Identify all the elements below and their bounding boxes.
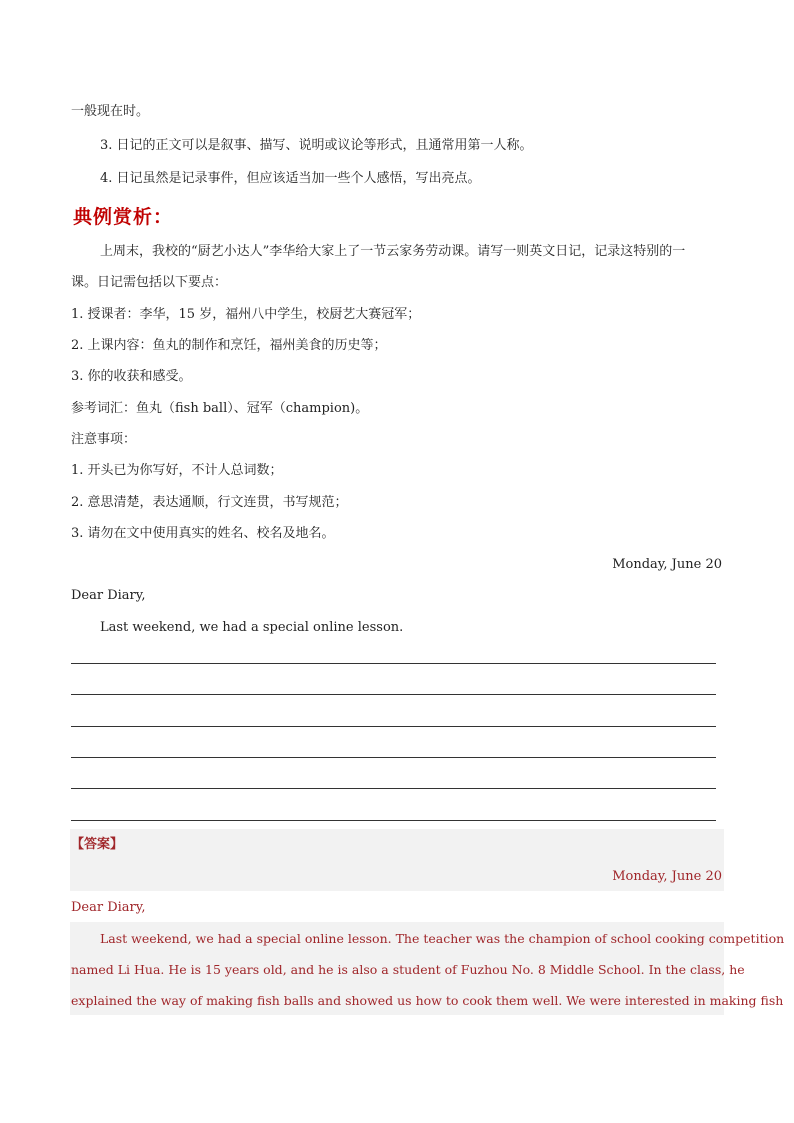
answer-greeting: Dear Diary, <box>71 900 146 915</box>
rule-4: 4. 日记虽然是记录事件，但应该适当加一些个人感悟，写出亮点。 <box>100 171 481 186</box>
intro-continuation: 一般现在时。 <box>71 104 150 119</box>
writing-line <box>71 726 716 727</box>
rule-3: 3. 日记的正文可以是叙事、描写、说明或议论等形式，且通常用第一人称。 <box>100 138 533 153</box>
prompt-paragraph-line-1: 上周末，我校的“厨艺小达人”李华给大家上了一节云家务劳动课。请写一则英文日记，记录这特别的一 <box>100 244 686 259</box>
prompt-point-1: 1. 授课者：李华，15 岁，福州八中学生，校厨艺大赛冠军； <box>71 307 421 322</box>
prompt-vocab: 参考词汇：鱼丸（fish ball）、冠军（champion)。 <box>71 401 369 416</box>
answer-line-2: named Li Hua. He is 15 years old, and he is also a student of Fuzhou No. 8 Middle School. In the class, he <box>71 962 745 977</box>
writing-line <box>71 757 716 758</box>
prompt-point-3: 3. 你的收获和感受。 <box>71 369 192 384</box>
answer-line-3: explained the way of making fish balls and showed us how to cook them well. We were interested in making fish <box>71 993 784 1008</box>
writing-line <box>71 663 716 664</box>
writing-line <box>71 694 716 695</box>
answer-date: Monday, June 20 <box>612 869 722 884</box>
prompt-notes-title: 注意事项： <box>71 432 137 447</box>
writing-line <box>71 788 716 789</box>
prompt-note-3: 3. 请勿在文中使用真实的姓名、校名及地名。 <box>71 526 335 541</box>
prompt-paragraph-line-2: 课。日记需包括以下要点： <box>71 275 228 290</box>
answer-line-1: Last weekend, we had a special online lesson. The teacher was the champion of school cooking competition <box>100 931 785 946</box>
diary-greeting: Dear Diary, <box>71 588 146 603</box>
writing-line <box>71 820 716 821</box>
diary-date: Monday, June 20 <box>612 557 722 572</box>
prompt-note-2: 2. 意思清楚，表达通顺，行文连贯，书写规范； <box>71 495 348 510</box>
answer-label: 【答案】 <box>71 837 124 852</box>
section-heading: 典例赏析： <box>73 206 174 228</box>
prompt-note-1: 1. 开头已为你写好，不计人总词数； <box>71 463 283 478</box>
prompt-point-2: 2. 上课内容：鱼丸的制作和烹饪，福州美食的历史等； <box>71 338 387 353</box>
diary-opening: Last weekend, we had a special online lesson. <box>100 620 404 635</box>
